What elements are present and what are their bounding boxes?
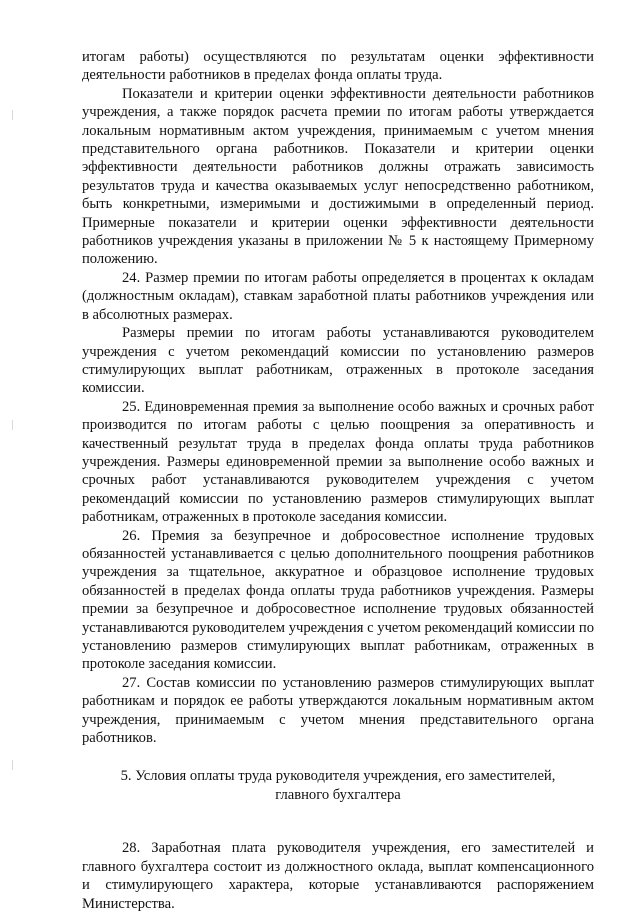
document-page [82,48,594,913]
paragraph-24: 24. Размер премии по итогам работы определяется в процентах к окладам (должностным окладам), ставкам заработной платы работников учреждения или в абсолютных размерах. [82,269,594,323]
section-heading [82,767,594,805]
paragraph-28: 28. Заработная плата руководителя учреждения, его заместителей и главного бухгалтера состоит из должностного оклада, выплат компенсационного и стимулирующего характера, которые устанавливаются распоряжением Министерства. [82,840,594,912]
paragraph-27: 27. Состав комиссии по установлению размеров стимулирующих выплат работникам и порядок ее работы утверждаются локальным нормативным актом учреждения, принимаемым с учетом мнения представительного органа работников. [82,674,594,747]
paragraph-continuation: итогам работы) осуществляются по результатам оценки эффективности деятельности работников в пределах фонда оплаты труда. [82,49,594,84]
scan-margin-mark [12,110,13,120]
scan-margin-mark [12,760,13,770]
paragraph-criteria: Показатели и критерии оценки эффективности деятельности работников учреждения, а также порядок расчета премии по итогам работы утверждается локальным нормативным актом учреждения, принимаемым с учетом мнения представительного органа работников. Показатели и критерии оценки эффективности деятельности работников должны отражать зависимость результатов труда и качества оказываемых услуг непосредственно работником, быть конкретными, измеримыми и достижимыми в определенный период. Примерные показатели и критерии оценки эффективности деятельности работников учреждения указаны в приложении № 5 к настоящему Примерному положению. [82,85,594,268]
scan-margin-mark [12,420,13,430]
section-heading-line-2: главного бухгалтера [275,787,401,804]
paragraph-25: 25. Единовременная премия за выполнение особо важных и срочных работ производится по итогам работы с целью поощрения за оперативность и качественный результат труда в пределах фонда оплаты труда работников учреждения. Размеры единовременной премии за выполнение особо важных и срочных работ устанавливаются руководителем учреждения с учетом рекомендаций комиссии по установлению размеров стимулирующих выплат работникам, отраженных в протоколе заседания комиссии. [82,398,594,526]
heading-spacer [82,805,594,839]
paragraph-26: 26. Премия за безупречное и добросовестное исполнение трудовых обязанностей устанавливается с целью дополнительного поощрения работников учреждения за тщательное, аккуратное и образцовое исполнение трудовых обязанностей в пределах фонда оплаты труда работников учреждения. Размеры премии за безупречное и добросовестное исполнение трудовых обязанностей устанавливаются руководителем учреждения с учетом рекомендаций комиссии по установлению размеров стимулирующих выплат работникам, отраженных в протоколе заседания комиссии. [82,527,594,673]
paragraph-bonus-amounts: Размеры премии по итогам работы устанавливаются руководителем учреждения с учетом рекомендаций комиссии по установлению размеров стимулирующих выплат работникам, отраженных в протоколе заседания комиссии. [82,325,594,397]
section-heading-line-1: 5. Условия оплаты труда руководителя учреждения, его заместителей, [120,768,556,785]
